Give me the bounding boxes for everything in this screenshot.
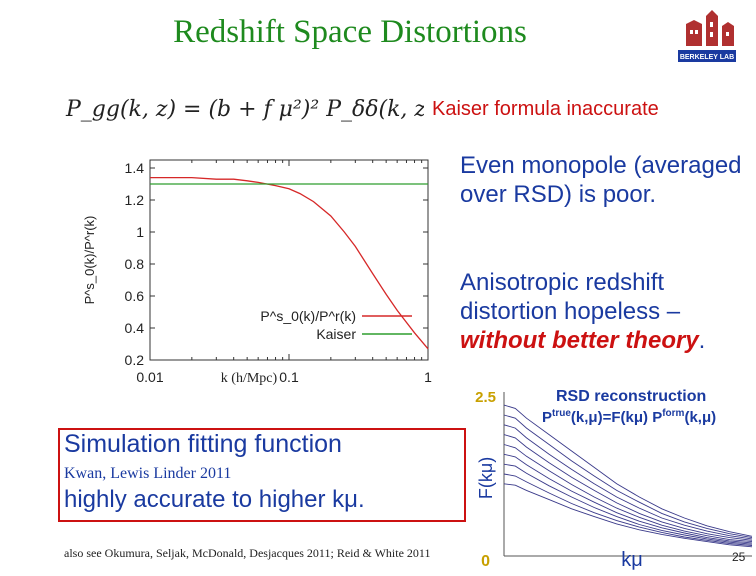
berkeley-lab-logo-icon bbox=[676, 8, 738, 64]
x-tick-label: 1 bbox=[424, 369, 432, 385]
also-see-references: also see Okumura, Seljak, McDonald, Desjacques 2011; Reid & White 2011 bbox=[64, 546, 431, 560]
rsd-eq-p: P bbox=[542, 409, 553, 426]
monopole-ratio-chart bbox=[70, 150, 450, 390]
rsd-curve-3 bbox=[504, 435, 752, 541]
rsd-eq-form: form bbox=[662, 408, 685, 419]
logo-text: BERKELEY LAB bbox=[679, 54, 735, 61]
y-tick-label: 0.4 bbox=[124, 320, 144, 336]
bullet-anisotropic-end: . bbox=[698, 327, 706, 354]
rsd-x-axis-label: kμ bbox=[621, 549, 643, 571]
rsd-eq-true: true bbox=[552, 408, 571, 419]
slide-title: Redshift Space Distortions bbox=[173, 14, 527, 50]
formula-text: P_gg(k, z) = (b + f μ²)² P_δδ(k, z) bbox=[66, 97, 424, 122]
x-tick-label: 0.1 bbox=[279, 369, 299, 385]
simulation-fitting-title: Simulation fitting function bbox=[64, 430, 342, 458]
berkeley-lab-logo bbox=[676, 8, 738, 64]
formula-graphic bbox=[64, 92, 424, 126]
rsd-curve-6 bbox=[504, 464, 752, 544]
rsd-reconstruction-title: RSD reconstruction bbox=[556, 388, 707, 405]
kaiser-formula bbox=[64, 92, 424, 132]
y-tick-label: 0.8 bbox=[124, 256, 144, 272]
y-tick-label: 0.2 bbox=[124, 352, 144, 368]
legend-label: Kaiser bbox=[316, 326, 356, 342]
bullet-anisotropic-emphasis: without better theory bbox=[460, 327, 699, 354]
page-number: 25 bbox=[732, 550, 746, 564]
y-tick-label: 1 bbox=[136, 224, 144, 240]
simulation-authors: Kwan, Lewis Linder 2011 bbox=[64, 465, 232, 482]
x-axis-label: k (h/Mpc) bbox=[220, 371, 278, 386]
legend-label: P^s_0(k)/P^r(k) bbox=[260, 308, 356, 324]
simulation-accuracy: highly accurate to higher kμ. bbox=[64, 486, 365, 513]
plot-frame bbox=[150, 160, 428, 360]
kaiser-inaccurate-note: Kaiser formula inaccurate bbox=[432, 98, 659, 120]
rsd-eq-end: (k,μ) bbox=[684, 409, 717, 426]
bullet-anisotropic-text: Anisotropic redshift distortion hopeless – bbox=[460, 269, 681, 325]
y-tick-label: 1.4 bbox=[124, 160, 144, 176]
rsd-y-axis-label: F(kμ) bbox=[476, 456, 496, 500]
rsd-equation bbox=[542, 408, 716, 426]
y-tick-label: 0.6 bbox=[124, 288, 144, 304]
bullet-monopole: Even monopole (averaged over RSD) is poor. bbox=[460, 152, 742, 208]
x-tick-label: 0.01 bbox=[136, 369, 164, 385]
rsd-eq-mid: (k,μ)=F(kμ) P bbox=[570, 409, 663, 426]
y-tick-label: 1.2 bbox=[124, 192, 144, 208]
bullet-anisotropic bbox=[460, 268, 756, 355]
rsd-y-tick-top: 2.5 bbox=[475, 389, 496, 406]
rsd-y-tick-bottom: 0 bbox=[481, 553, 490, 570]
rsd-curve-1 bbox=[504, 415, 752, 538]
y-axis-label: P^s_0(k)/P^r(k) bbox=[82, 215, 97, 305]
rsd-curve-5 bbox=[504, 454, 752, 543]
